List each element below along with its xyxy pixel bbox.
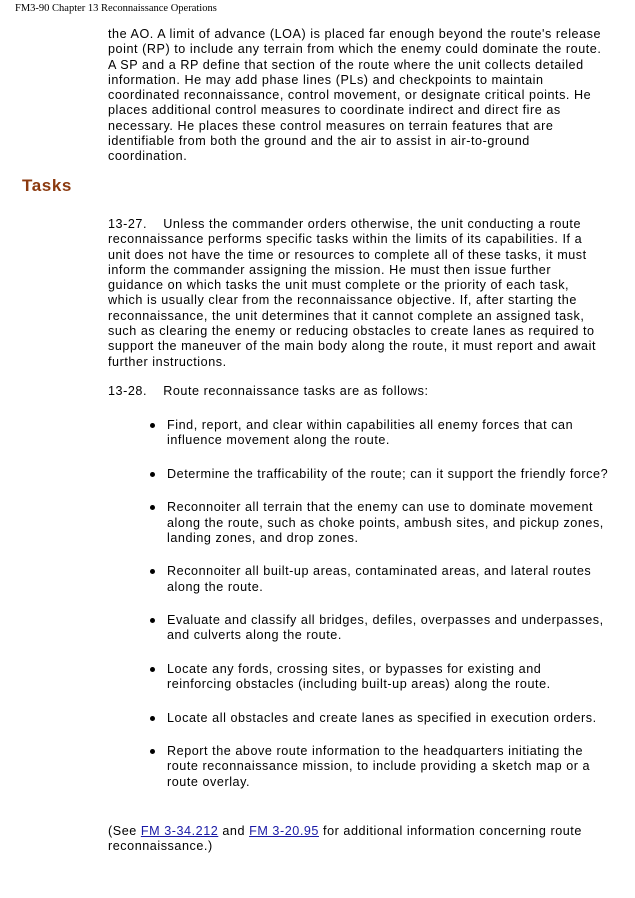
paragraph-text: Unless the commander orders otherwise, the unit conducting a route reconnaissance performs specific tasks within the limits of its capabilities. If a unit does not have the time or resources to complete all of these tasks, it must inform the commander assigning the mission. He must then issue further guidance on which tasks the unit must complete or the priority of each task, which is usually clear from the reconnaissance objective. If, after starting the reconnaissance, the unit determines that it cannot complete an assigned task, such as clearing the enemy or reducing obstacles to create lanes as required to support the maneuver of the main body along the route, it must report and await further instructions.: [108, 217, 596, 369]
bullet-icon: [150, 667, 155, 672]
link-fm-3-34-212[interactable]: FM 3-34.212: [140, 824, 219, 838]
running-head: FM3-90 Chapter 13 Reconnaissance Operations: [15, 3, 217, 14]
see-also-prefix: (See: [108, 824, 141, 838]
paragraph-number: 13-27.: [108, 217, 148, 231]
link-fm-3-20-95[interactable]: FM 3-20.95: [249, 824, 319, 838]
list-item-text: Reconnoiter all built-up areas, contaminated areas, and lateral routes along the route.: [167, 564, 592, 594]
see-also-middle: and: [218, 824, 250, 838]
list-item: [150, 467, 610, 482]
list-item-text: Determine the trafficability of the route; can it support the friendly force?: [167, 466, 609, 481]
list-item-text: Locate all obstacles and create lanes as specified in execution orders.: [167, 710, 597, 725]
bullet-icon: [150, 716, 155, 721]
list-item-text: Report the above route information to the headquarters initiating the route reconnaissance mission, to include providing a sketch map or a route overlay.: [167, 744, 591, 789]
list-item: [150, 662, 610, 693]
paragraph-number: 13-28.: [108, 384, 148, 398]
bullet-icon: [150, 749, 155, 754]
list-item-text: Locate any fords, crossing sites, or bypasses for existing and reinforcing obstacles (including built-up areas) along the route.: [167, 661, 551, 692]
paragraph-13-27: [108, 217, 608, 370]
list-item-text: Find, report, and clear within capabilities all enemy forces that can influence movement along the route.: [167, 418, 574, 448]
see-also-suffix: for additional information concerning route reconnaissance.): [108, 824, 582, 854]
list-item: [150, 418, 610, 449]
bullet-icon: [150, 423, 155, 428]
list-item-text: Evaluate and classify all bridges, defiles, overpasses and underpasses, and culverts along the route.: [167, 613, 604, 643]
bullet-icon: [150, 505, 155, 510]
task-list: [150, 418, 610, 808]
list-item: [150, 744, 610, 790]
paragraph-13-28: [108, 384, 608, 399]
bullet-icon: [150, 569, 155, 574]
bullet-icon: [150, 618, 155, 623]
list-item: [150, 564, 610, 595]
list-item: [150, 711, 610, 726]
list-item-text: Reconnoiter all terrain that the enemy can use to dominate movement along the route, such as choke points, ambush sites, and pickup zones, landing zones, and drop zones.: [167, 500, 604, 545]
list-item: [150, 500, 610, 546]
intro-paragraph: the AO. A limit of advance (LOA) is placed far enough beyond the route's release point (RP) to include any terrain from which the enemy could dominate the route. A SP and a RP define that section of the route where the unit collects detailed information. He may add phase lines (PLs) and checkpoints to maintain coordinated reconnaissance, control movement, or designate critical points. He places additional control measures to coordinate indirect and direct fire as necessary. He places these control measures on terrain features that are identifiable from both the ground and the air to assist in air-to-ground coordination.: [108, 27, 602, 164]
list-item: [150, 613, 610, 644]
paragraph-text: Route reconnaissance tasks are as follows:: [163, 384, 429, 398]
see-also-paragraph: [108, 824, 608, 855]
bullet-icon: [150, 472, 155, 477]
section-heading-tasks: Tasks: [22, 176, 72, 195]
